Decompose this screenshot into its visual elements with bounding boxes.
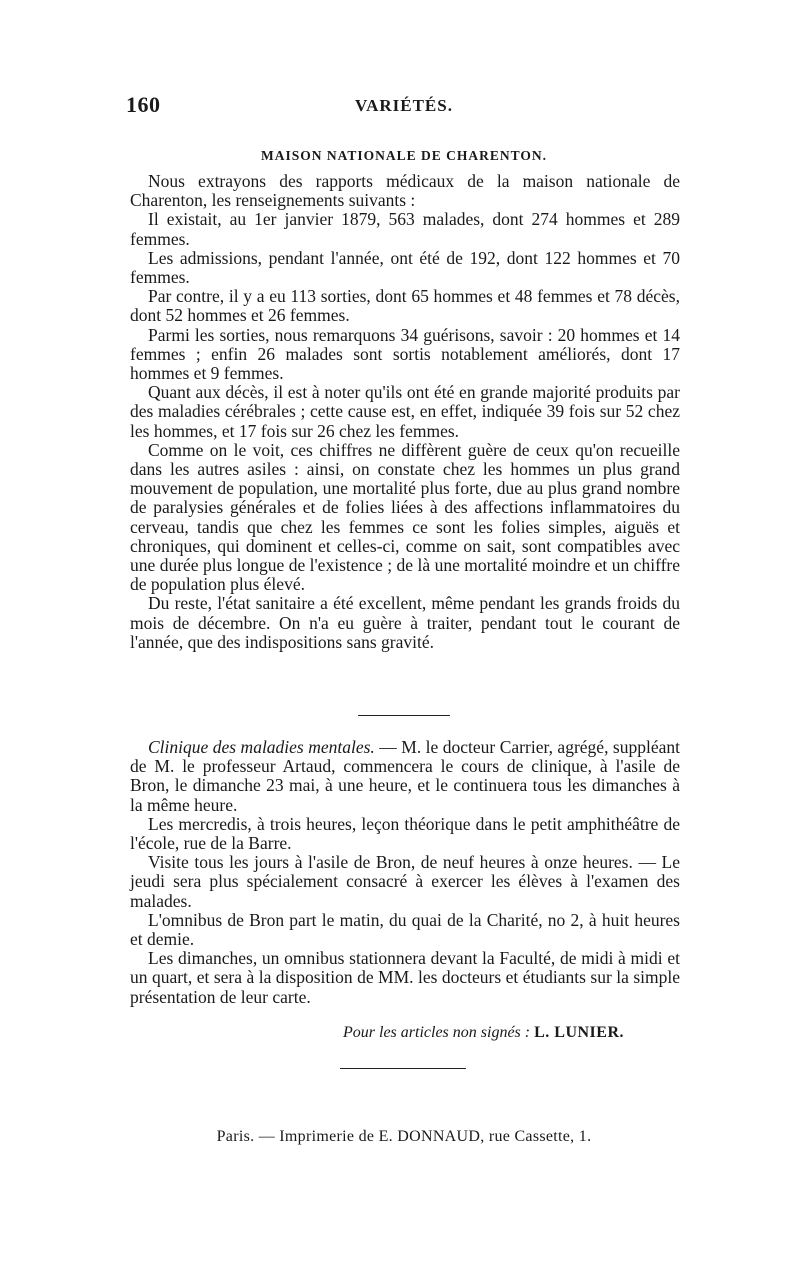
paragraph	[130, 738, 680, 815]
article-clinique	[130, 738, 680, 1007]
article-charenton	[130, 172, 680, 652]
paragraph: L'omnibus de Bron part le matin, du quai de la Charité, no 2, à huit heures et demie.	[130, 909, 680, 950]
running-title: VARIÉTÉS.	[355, 96, 453, 115]
page-header	[126, 92, 682, 122]
paragraph: Les dimanches, un omnibus stationnera devant la Faculté, de midi à midi et un quart, et sera à la disposition de MM. les docteurs et étudiants sur la simple présentation de leur carte.	[130, 948, 680, 1007]
paragraph-text: — M. le docteur Carrier, agrégé, suppléant de M. le professeur Artaud, commencera le cours de clinique, à l'asile de Bron, le dimanche 23 mai, à une heure, et le continuera tous les dimanches à la même heure.	[130, 737, 680, 815]
paragraph: Les admissions, pendant l'année, ont été de 192, dont 122 hommes et 70 femmes.	[130, 247, 680, 288]
paragraph: Par contre, il y a eu 113 sorties, dont 65 hommes et 48 femmes et 78 décès, dont 52 hommes et 26 femmes.	[130, 286, 680, 326]
signature-name: L. LUNIER.	[534, 1024, 624, 1041]
paragraph: Quant aux décès, il est à noter qu'ils ont été en grande majorité produits par des maladies cérébrales ; cette cause est, en effet, indiquée 39 fois sur 52 chez les hommes, et 17 fois sur 26 chez les femmes.	[130, 382, 680, 441]
paragraph: Parmi les sorties, nous remarquons 34 guérisons, savoir : 20 hommes et 14 femmes ; enfin 26 malades sont sortis notablement améliorés, dont 17 hommes et 9 femmes.	[130, 324, 680, 384]
paragraph: Les mercredis, à trois heures, leçon théorique dans le petit amphithéâtre de l'école, rue de la Barre.	[130, 813, 680, 854]
paragraph: Comme on le voit, ces chiffres ne diffèrent guère de ceux qu'on recueille dans les autres asiles : ainsi, on constate chez les hommes un plus grand mouvement de population, une mortalité plus forte, due au plus grand nombre de paralysies générales et de folies liées à des affections inflammatoires du cerveau, tandis que chez les femmes ce sont les folies simples, aiguës et chroniques, qui dominent et celles-ci, comme on sait, sont compatibles avec une durée plus longue de l'existence ; de là une mortalité moindre et un chiffre de population plus élevé.	[130, 439, 680, 595]
closing-divider	[340, 1068, 466, 1069]
paragraph: Visite tous les jours à l'asile de Bron, de neuf heures à onze heures. — Le jeudi sera plus spécialement consacré à exercer les élèves à l'examen des malades.	[130, 852, 680, 911]
paragraph: Nous extrayons des rapports médicaux de la maison nationale de Charenton, les renseignements suivants :	[130, 171, 680, 211]
paragraph: Il existait, au 1er janvier 1879, 563 malades, dont 274 hommes et 289 femmes.	[130, 209, 680, 249]
printer-imprint: Paris. — Imprimerie de E. DONNAUD, rue Cassette, 1.	[216, 1128, 592, 1145]
section-title: MAISON NATIONALE DE CHARENTON.	[260, 148, 548, 163]
section-divider	[358, 715, 450, 716]
signature	[126, 1024, 682, 1042]
signature-prefix: Pour les articles non signés :	[343, 1024, 531, 1041]
article-title: Clinique des maladies mentales.	[148, 737, 375, 757]
paragraph: Du reste, l'état sanitaire a été excellent, même pendant les grands froids du mois de décembre. On n'a eu guère à traiter, pendant tout le courant de l'année, que des indispositions sans gravité.	[130, 593, 680, 652]
page-number: 160	[126, 92, 161, 117]
